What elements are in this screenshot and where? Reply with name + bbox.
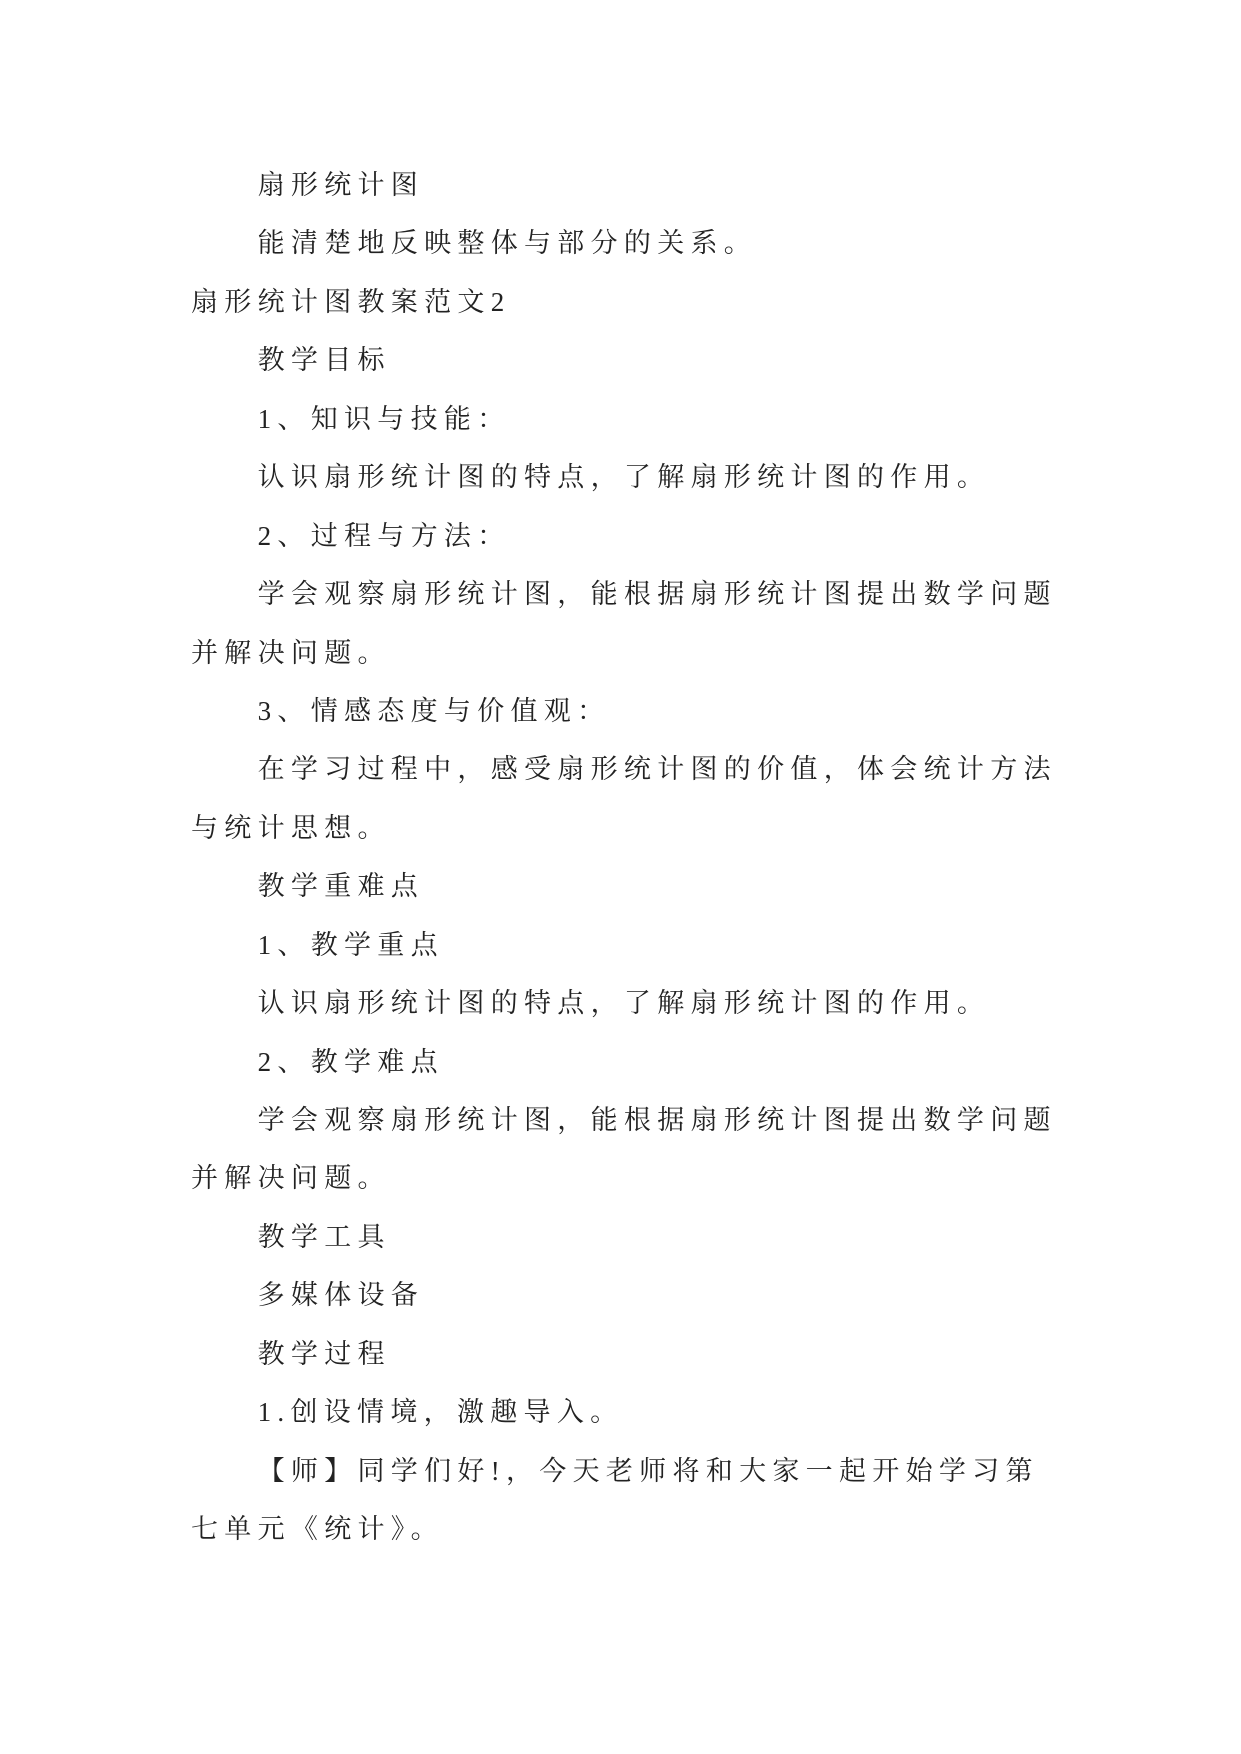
paragraph-line: 多媒体设备 [257,1280,425,1311]
paragraph [191,390,1241,448]
paragraph-line: 3、情感态度与价值观： [257,695,611,726]
paragraph-line: 1.创设情境，激趣导入。 [257,1397,624,1428]
paragraph-line: 与统计思想。 [191,812,391,843]
paragraph-line: 七单元《统计》。 [191,1514,444,1545]
paragraph [191,857,1241,915]
paragraph-line: 教学工具 [257,1221,391,1252]
paragraph-line: 1、教学重点 [257,929,444,960]
paragraph [191,1383,1241,1441]
paragraph-line: 【师】同学们好!，今天老师将和大家一起开始学习第 [257,1455,1039,1486]
paragraph-line: 在学习过程中，感受扇形统计图的价值，体会统计方法 [257,754,1057,785]
paragraph-line: 1、知识与技能： [257,403,511,434]
paragraph [191,156,1241,214]
paragraph [191,448,1241,506]
paragraph [191,214,1241,272]
paragraph-line: 2、教学难点 [257,1046,444,1077]
paragraph-line: 扇形统计图 [257,170,425,200]
paragraph [191,974,1241,1032]
paragraph-line: 认识扇形统计图的特点，了解扇形统计图的作用。 [257,462,991,493]
paragraph-line: 认识扇形统计图的特点，了解扇形统计图的作用。 [257,988,991,1019]
paragraph [191,565,1241,682]
paragraph [191,1325,1241,1383]
paragraph [191,916,1241,974]
paragraph-line: 并解决问题。 [191,1163,391,1194]
paragraph-line: 能清楚地反映整体与部分的关系。 [257,228,758,259]
paragraph [191,507,1241,565]
paragraph-line: 并解决问题。 [191,637,391,668]
paragraph-line: 2、过程与方法： [257,520,511,551]
paragraph [191,1442,1241,1559]
paragraph [191,1208,1241,1266]
paragraph [191,1033,1241,1091]
paragraph-line: 教学重难点 [257,871,425,902]
paragraph [191,1266,1241,1324]
paragraph-line: 教学过程 [257,1338,391,1369]
paragraph-line: 学会观察扇形统计图，能根据扇形统计图提出数学问题 [257,1105,1057,1135]
paragraph [191,1091,1241,1208]
paragraph [191,682,1241,740]
paragraph [191,331,1241,389]
paragraph-line: 学会观察扇形统计图，能根据扇形统计图提出数学问题 [257,579,1057,610]
paragraph-line: 教学目标 [257,345,391,376]
paragraph [191,740,1241,857]
section-title: 扇形统计图教案范文2 [191,286,511,317]
